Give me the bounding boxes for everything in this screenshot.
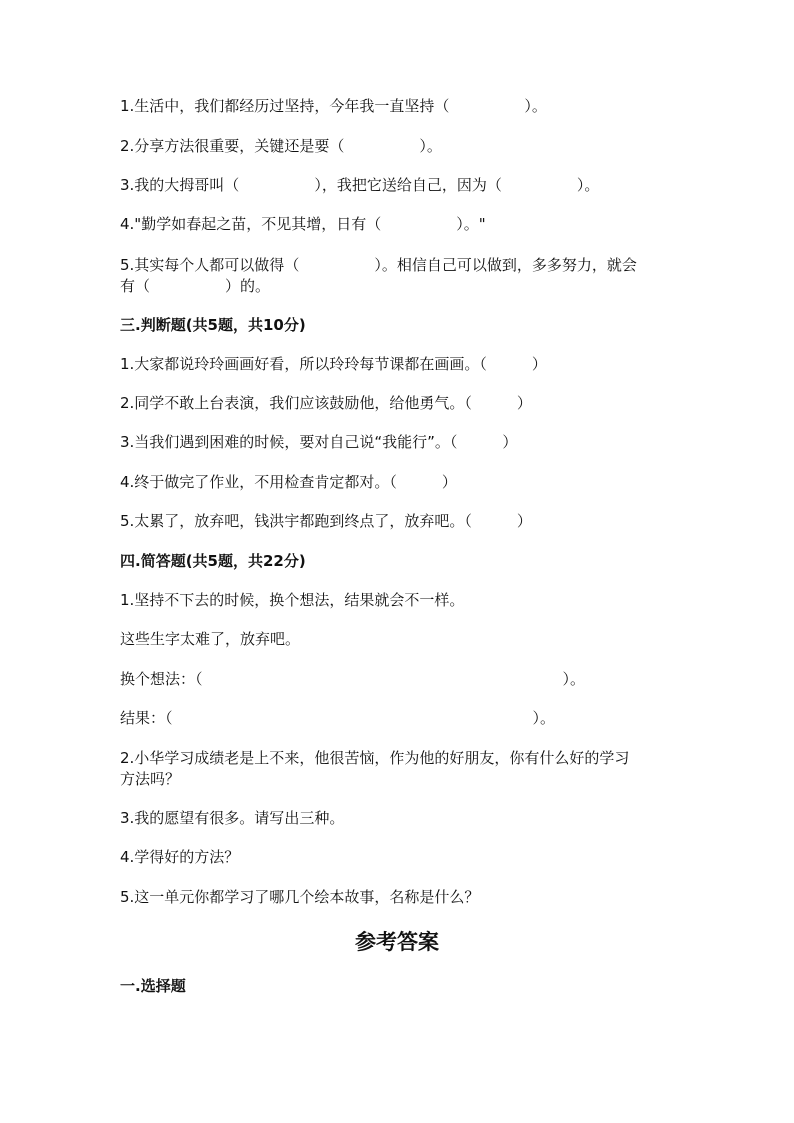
fill-question-4: 4."勤学如春起之苗，不见其增，日有（ ）。" [120,215,486,233]
short-question-1-change: 换个想法：（ ）。 [120,670,586,688]
short-question-1-example: 这些生字太难了，放弃吧。 [120,630,301,648]
answers-section-one-heading: 一.选择题 [120,977,186,995]
short-question-1-result: 结果：（ ）。 [120,709,556,727]
section-three-heading: 三.判断题(共5题，共10分) [120,316,306,334]
judge-question-5: 5.太累了，放弃吧，钱洪宇都跑到终点了，放弃吧。（ ） [120,512,532,530]
section-four-heading: 四.简答题(共5题，共22分) [120,552,306,570]
judge-question-2: 2.同学不敢上台表演，我们应该鼓励他，给他勇气。（ ） [120,394,532,412]
short-question-4: 4.学得好的方法？ [120,848,240,866]
fill-question-5-line-2: 有（ ）的。 [120,277,271,295]
answers-title: 参考答案 [355,929,439,954]
fill-question-5-line-1: 5.其实每个人都可以做得（ ）。相信自己可以做到，多多努力，就会 [120,256,637,274]
short-question-1: 1.坚持不下去的时候，换个想法，结果就会不一样。 [120,591,465,609]
judge-question-1: 1.大家都说玲玲画画好看，所以玲玲每节课都在画画。（ ） [120,355,547,373]
fill-question-1: 1.生活中，我们都经历过坚持，今年我一直坚持（ ）。 [120,97,547,115]
judge-question-3: 3.当我们遇到困难的时候，要对自己说“我能行”。（ ） [120,433,518,451]
short-question-3: 3.我的愿望有很多。请写出三种。 [120,809,345,827]
fill-question-3: 3.我的大拇哥叫（ ），我把它送给自己，因为（ ）。 [120,176,600,194]
fill-question-2: 2.分享方法很重要，关键还是要（ ）。 [120,137,442,155]
short-question-2-line-1: 2.小华学习成绩老是上不来，他很苦恼，作为他的好朋友，你有什么好的学习 [120,749,630,767]
short-question-5: 5.这一单元你都学习了哪几个绘本故事，名称是什么？ [120,888,480,906]
judge-question-4: 4.终于做完了作业，不用检查肯定都对。（ ） [120,473,457,491]
short-question-2-line-2: 方法吗？ [120,770,181,788]
